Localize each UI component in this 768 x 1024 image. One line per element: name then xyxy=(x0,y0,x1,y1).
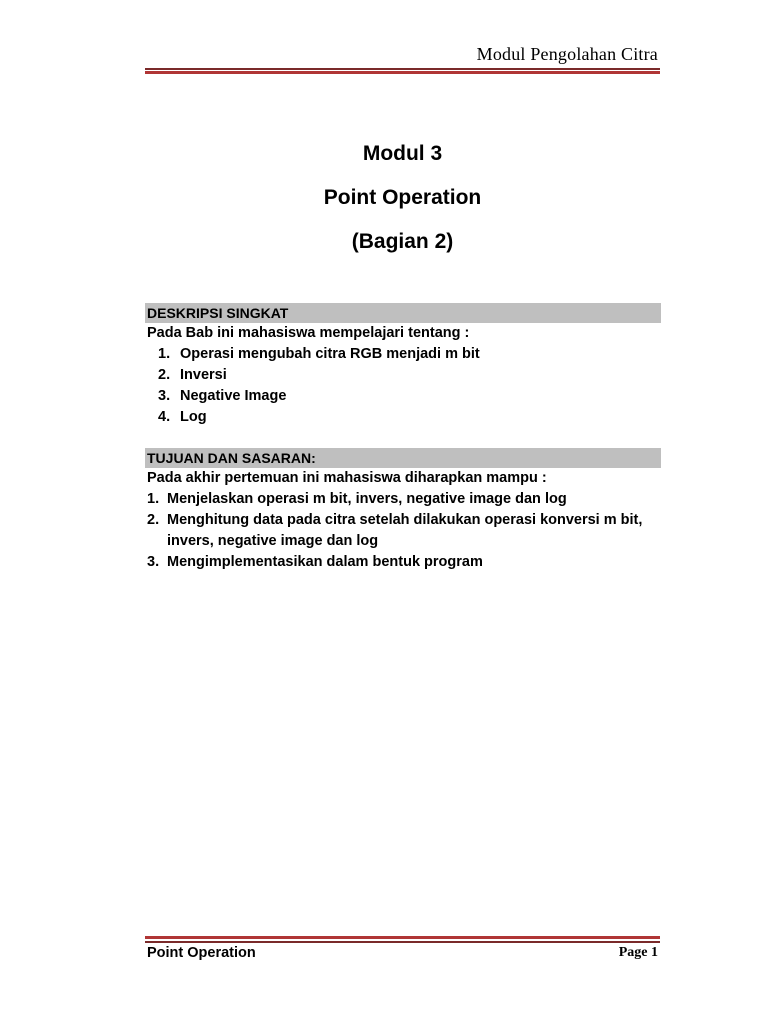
list-text: Inversi xyxy=(180,367,227,383)
list-item xyxy=(145,552,661,573)
list-text: Mengimplementasikan dalam bentuk program xyxy=(167,554,483,570)
section-deskripsi xyxy=(145,303,661,428)
section-tujuan xyxy=(145,448,661,573)
running-header: Modul Pengolahan Citra xyxy=(476,44,658,64)
list-text: Negative Image xyxy=(180,388,287,404)
title-block xyxy=(145,140,660,272)
list-item xyxy=(145,365,661,386)
deskripsi-list xyxy=(145,344,661,428)
list-item xyxy=(145,386,661,407)
section-heading: DESKRIPSI SINGKAT xyxy=(145,303,661,323)
module-number: Modul 3 xyxy=(362,142,443,165)
list-text: Log xyxy=(180,409,207,425)
section-intro: Pada Bab ini mahasiswa mempelajari tentang : xyxy=(147,325,470,341)
list-number: 2. xyxy=(147,512,160,528)
section-heading: TUJUAN DAN SASARAN: xyxy=(145,448,661,468)
list-item xyxy=(145,344,661,365)
list-text: Menghitung data pada citra setelah dilakukan operasi konversi m bit, invers, negative image dan log xyxy=(167,512,643,549)
page-number: Page 1 xyxy=(618,945,658,960)
list-number: 3. xyxy=(147,554,160,570)
list-number: 1. xyxy=(147,491,160,507)
module-part: (Bagian 2) xyxy=(351,230,454,253)
list-number: 1. xyxy=(158,346,171,362)
module-title: Point Operation xyxy=(323,186,482,209)
list-item xyxy=(145,489,661,510)
list-item xyxy=(145,407,661,428)
footer-rule-thin xyxy=(145,941,660,943)
tujuan-list xyxy=(145,489,661,573)
footer-rule-thick xyxy=(145,936,660,939)
list-text: Menjelaskan operasi m bit, invers, negative image dan log xyxy=(167,491,567,507)
list-number: 2. xyxy=(158,367,171,383)
running-footer-title: Point Operation xyxy=(147,945,256,961)
list-item xyxy=(145,510,661,552)
header-rule-thin xyxy=(145,68,660,70)
header-rule-thick xyxy=(145,71,660,74)
list-number: 4. xyxy=(158,409,171,425)
list-number: 3. xyxy=(158,388,171,404)
section-intro: Pada akhir pertemuan ini mahasiswa diharapkan mampu : xyxy=(147,470,547,486)
list-text: Operasi mengubah citra RGB menjadi m bit xyxy=(180,346,480,362)
